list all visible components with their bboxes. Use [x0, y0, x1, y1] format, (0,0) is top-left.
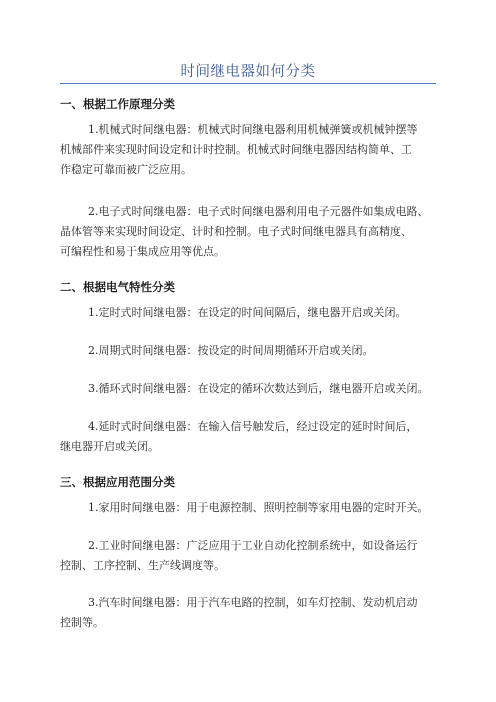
paragraph-line: 机械部件来实现时间设定和计时控制。机械式时间继电器因结构简单、工	[60, 143, 412, 156]
paragraph-line: 2.电子式时间继电器：电子式时间继电器利用电子元器件如集成电路、	[88, 205, 429, 218]
section-heading-3: 三、根据应用范围分类	[60, 475, 175, 489]
title-divider	[60, 83, 436, 84]
paragraph-line: 3.循环式时间继电器：在设定的循环次数达到后，继电器开启或关闭。	[88, 382, 429, 395]
section-2-paragraph-3	[60, 379, 450, 399]
section-3-paragraph-3	[60, 593, 450, 633]
section-heading-2: 二、根据电气特性分类	[60, 280, 175, 294]
paragraph-line: 1.定时式时间继电器：在设定的时间间隔后，继电器开启或关闭。	[88, 306, 407, 319]
paragraph-line: 1.机械式时间继电器：机械式时间继电器利用机械弹簧或机械钟摆等	[88, 123, 418, 136]
paragraph-line: 作稳定可靠而被广泛应用。	[60, 163, 192, 176]
paragraph-line: 继电器开启或关闭。	[60, 440, 159, 453]
section-heading-1: 一、根据工作原理分类	[60, 97, 175, 111]
paragraph-line: 2.周期式时间继电器：按设定的时间周期循环开启或关闭。	[88, 344, 374, 357]
section-2-paragraph-4	[60, 417, 450, 457]
paragraph-line: 4.延时式时间继电器：在输入信号触发后，经过设定的延时时间后，	[88, 420, 418, 433]
section-1-paragraph-2	[60, 202, 450, 262]
paragraph-line: 3.汽车时间继电器：用于汽车电路的控制，如车灯控制、发动机启动	[88, 596, 418, 609]
document-title: 时间继电器如何分类	[180, 64, 316, 80]
section-3-paragraph-1	[60, 498, 450, 518]
paragraph-line: 可编程性和易于集成应用等优点。	[60, 245, 225, 258]
section-2-paragraph-1	[60, 303, 450, 323]
paragraph-line: 1.家用时间继电器：用于电源控制、照明控制等家用电器的定时开关。	[88, 501, 429, 514]
section-2-paragraph-2	[60, 341, 450, 361]
paragraph-line: 晶体管等来实现时间设定、计时和控制。电子式时间继电器具有高精度、	[60, 225, 412, 238]
section-3-paragraph-2	[60, 536, 450, 576]
paragraph-line: 控制、工序控制、生产线调度等。	[60, 559, 225, 572]
paragraph-line: 2.工业时间继电器：广泛应用于工业自动化控制系统中，如设备运行	[88, 539, 418, 552]
paragraph-line: 控制等。	[60, 616, 104, 629]
section-1-paragraph-1	[60, 120, 450, 180]
